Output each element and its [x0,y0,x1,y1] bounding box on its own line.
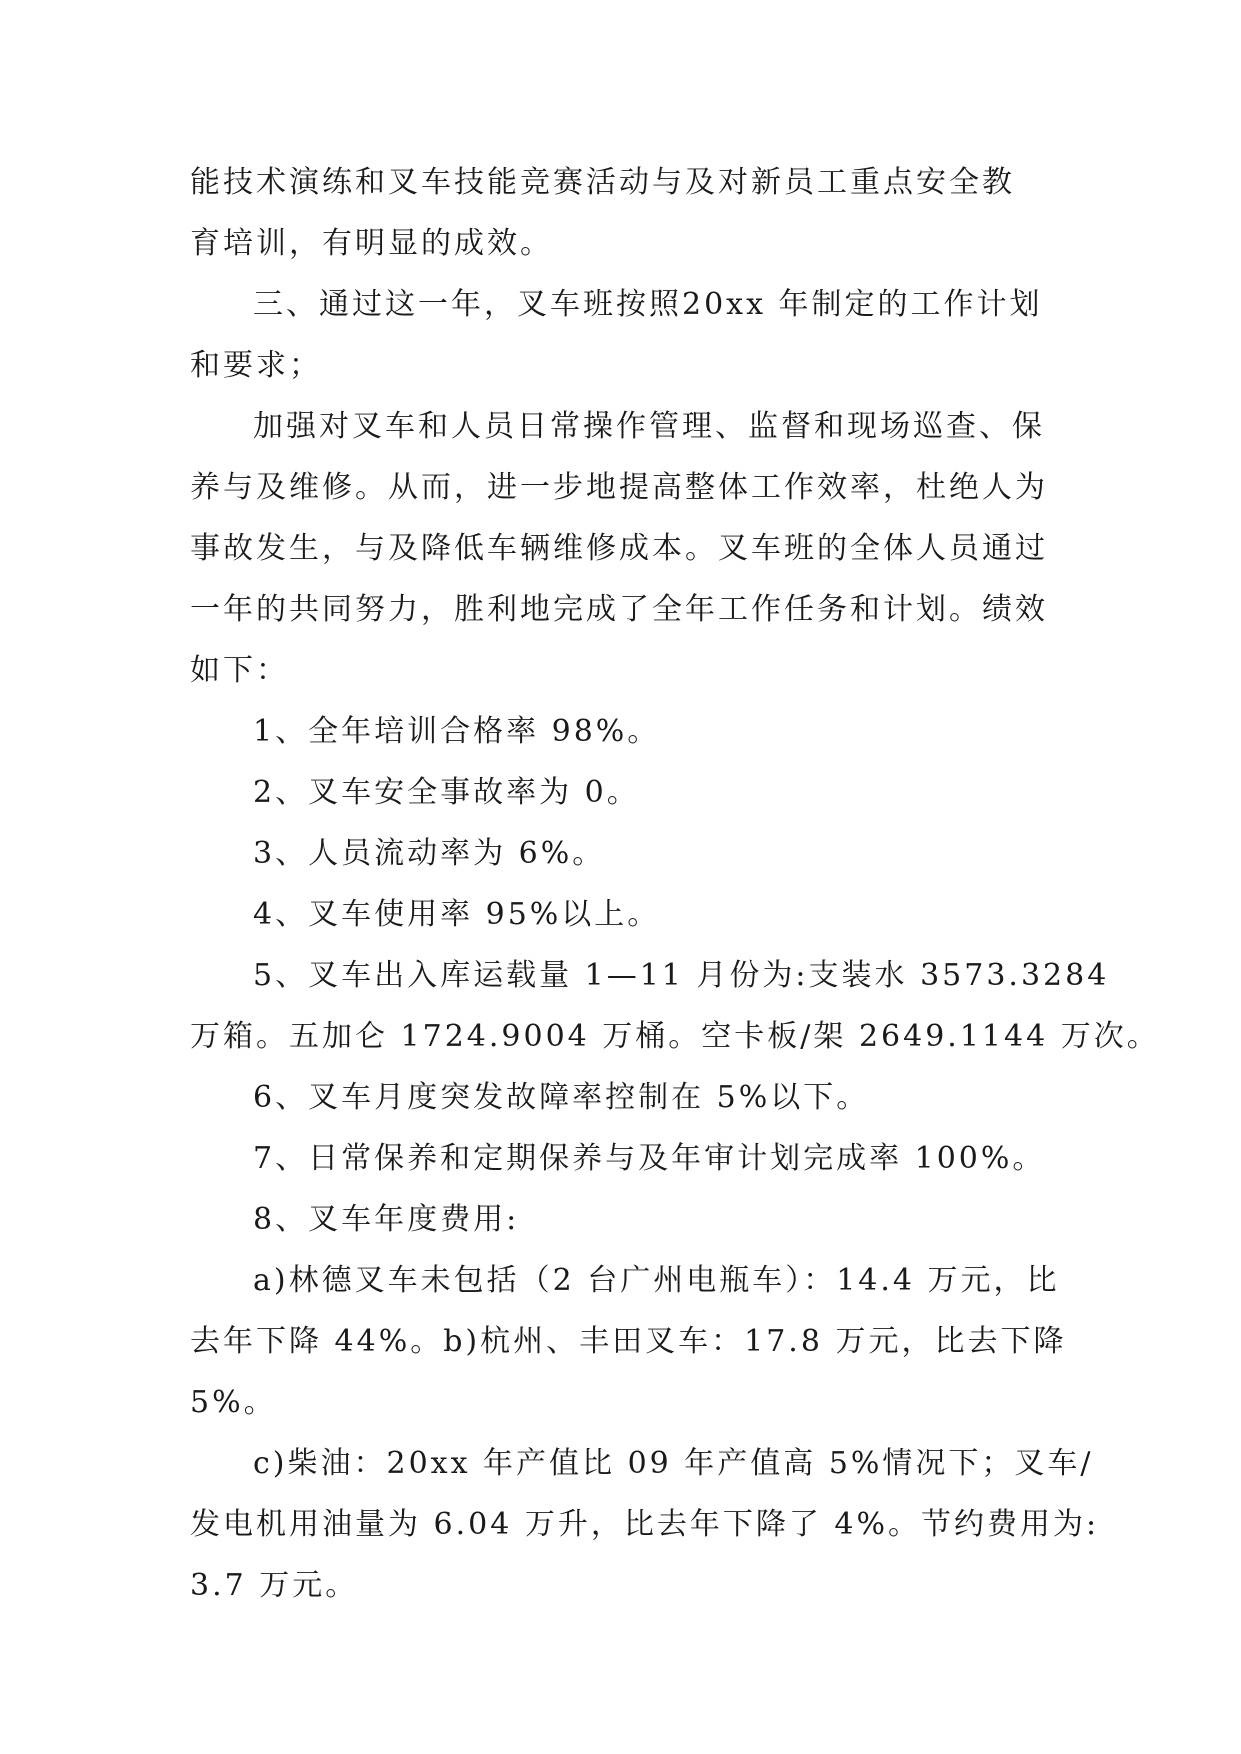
list-item: 6、叉车月度突发故障率控制在 5%以下。 [253,1080,870,1115]
text-line: 5%。 [190,1385,277,1420]
list-item: 2、叉车安全事故率为 0。 [253,775,640,810]
document-page [190,152,1160,1616]
list-item: 7、日常保养和定期保养与及年审计划完成率 100%。 [253,1141,1046,1176]
text-line: 能技术演练和叉车技能竞赛活动与及对新员工重点安全教 [190,165,1015,200]
sub-item: c)柴油：20xx 年产值比 09 年产值高 5%情况下；叉车/ [253,1446,1094,1481]
section-heading: 三、通过这一年，叉车班按照20xx 年制定的工作计划 [253,287,1043,322]
text-line: 事故发生，与及降低车辆维修成本。叉车班的全体人员通过 [190,531,1048,566]
text-line: 发电机用油量为 6.04 万升，比去年下降了 4%。节约费用为: [190,1507,1100,1542]
list-item: 8、叉车年度费用: [253,1202,520,1237]
text-line: 和要求； [190,348,322,383]
text-line: 3.7 万元。 [190,1568,359,1603]
list-item: 5、叉车出入库运载量 1—11 月份为:支装水 3573.3284 [253,958,1110,993]
list-item: 1、全年培训合格率 98%。 [253,714,661,749]
paragraph-start: 加强对叉车和人员日常操作管理、监督和现场巡查、保 [253,409,1045,444]
list-item: 3、人员流动率为 6%。 [253,836,606,871]
text-line: 万箱。五加仑 1724.9004 万桶。空卡板/架 2649.1144 万次。 [190,1019,1160,1054]
sub-item: a)林德叉车未包括（2 台广州电瓶车）：14.4 万元，比 [253,1263,1060,1298]
text-line: 去年下降 44%。b)杭州、丰田叉车：17.8 万元，比去下降 [190,1324,1067,1359]
text-line: 一年的共同努力，胜利地完成了全年工作任务和计划。绩效 [190,592,1048,627]
text-line: 如下： [190,653,289,688]
list-item: 4、叉车使用率 95%以上。 [253,897,661,932]
text-line: 育培训，有明显的成效。 [190,226,553,261]
text-line: 养与及维修。从而，进一步地提高整体工作效率，杜绝人为 [190,470,1048,505]
